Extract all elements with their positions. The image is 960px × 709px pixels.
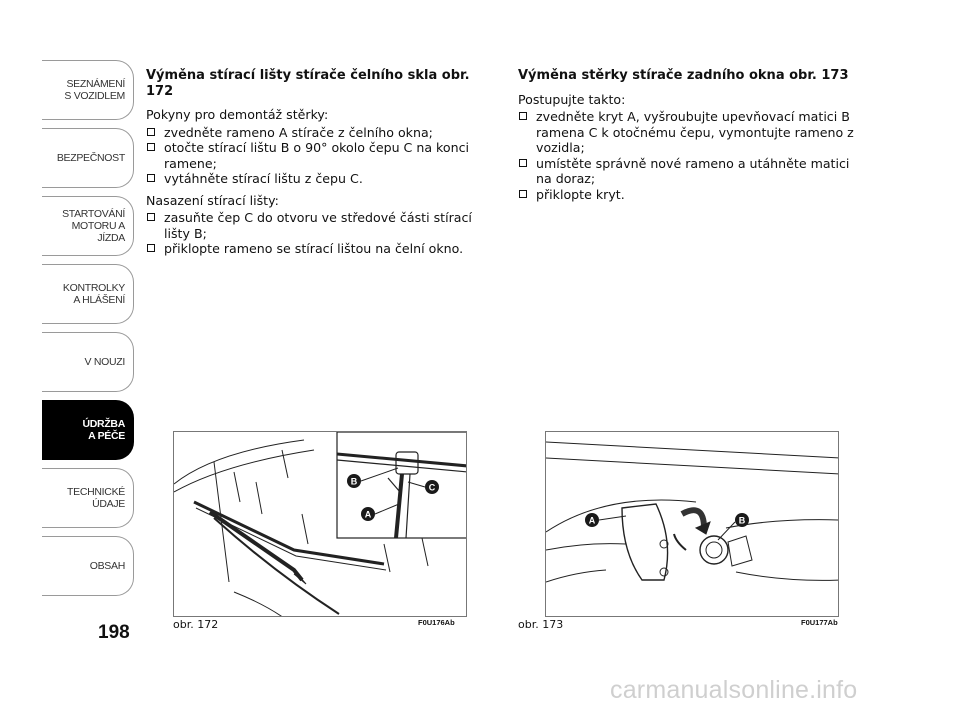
intro-text: Postupujte takto: — [518, 91, 626, 107]
watermark-text: carmanualsonline.info — [610, 676, 858, 704]
removal-steps — [146, 125, 496, 187]
list-item: přiklopte kryt. — [518, 187, 868, 203]
tab-label: SEZNÁMENÍ S VOZIDLEM — [64, 78, 125, 102]
tab-label: V NOUZI — [84, 356, 125, 368]
list-item: umístěte správně nové rameno a utáhněte matici na doraz; — [518, 156, 868, 187]
chapter-tabs — [42, 60, 136, 604]
svg-text:C: C — [428, 482, 436, 493]
tab-kontrolky[interactable] — [42, 264, 134, 324]
figure-172-caption: obr. 172 — [173, 618, 219, 631]
section-heading: Výměna stírací lišty stírače čelního skla obr. 172 — [146, 68, 470, 99]
tab-label: BEZPEČNOST — [56, 152, 125, 164]
list-item: zvedněte rameno A stírače z čelního okna; — [146, 125, 496, 141]
figure-173-illustration — [545, 431, 839, 617]
list-item: zasuňte čep C do otvoru ve středové části stírací lišty B; — [146, 210, 496, 241]
intro-text: Pokyny pro demontáž stěrky: — [146, 107, 329, 122]
section-heading: Výměna stěrky stírače zadního okna obr. 173 — [518, 68, 849, 83]
tab-technicke[interactable] — [42, 468, 134, 528]
figure-173-code: F0U177Ab — [801, 618, 838, 627]
tab-obsah[interactable] — [42, 536, 134, 596]
intro-text: Nasazení stírací lišty: — [146, 192, 279, 208]
list-item: otočte stírací lištu B o 90° okolo čepu C na konci ramene; — [146, 140, 496, 171]
tab-label: TECHNICKÉ ÚDAJE — [67, 486, 125, 510]
section-rear-wiper — [518, 68, 868, 208]
install-steps — [146, 210, 496, 257]
svg-text:B: B — [738, 515, 746, 526]
windshield-wiper-drawing — [174, 432, 467, 617]
tab-label: STARTOVÁNÍ MOTORU A JÍZDA — [62, 208, 125, 244]
tab-v-nouzi[interactable] — [42, 332, 134, 392]
section-windshield — [146, 68, 496, 263]
tab-seznameni[interactable] — [42, 60, 134, 120]
list-item: vytáhněte stírací lištu z čepu C. — [146, 171, 496, 187]
svg-text:B: B — [350, 476, 358, 487]
list-item: zvedněte kryt A, vyšroubujte upevňovací matici B ramena C k otočnému čepu, vymontujte rameno z vozidla; — [518, 109, 868, 156]
page-number: 198 — [98, 622, 130, 643]
label-a-badge — [585, 513, 626, 527]
svg-text:A: A — [588, 515, 596, 526]
rear-wiper-drawing — [546, 432, 839, 617]
tab-label: OBSAH — [89, 560, 125, 572]
figure-172-code: F0U176Ab — [418, 618, 455, 627]
tab-udrzba[interactable] — [42, 400, 134, 460]
figure-173-caption: obr. 173 — [518, 618, 564, 631]
tab-label: KONTROLKY A HLÁŠENÍ — [62, 282, 125, 306]
tab-label: ÚDRŽBA A PÉČE — [82, 418, 125, 442]
tab-bezpecnost[interactable] — [42, 128, 134, 188]
list-item: přiklopte rameno se stírací lištou na čelní okno. — [146, 241, 496, 257]
figure-172-illustration — [173, 431, 467, 617]
tab-startovani[interactable] — [42, 196, 134, 256]
svg-text:A: A — [364, 509, 372, 520]
rear-steps — [518, 109, 868, 202]
